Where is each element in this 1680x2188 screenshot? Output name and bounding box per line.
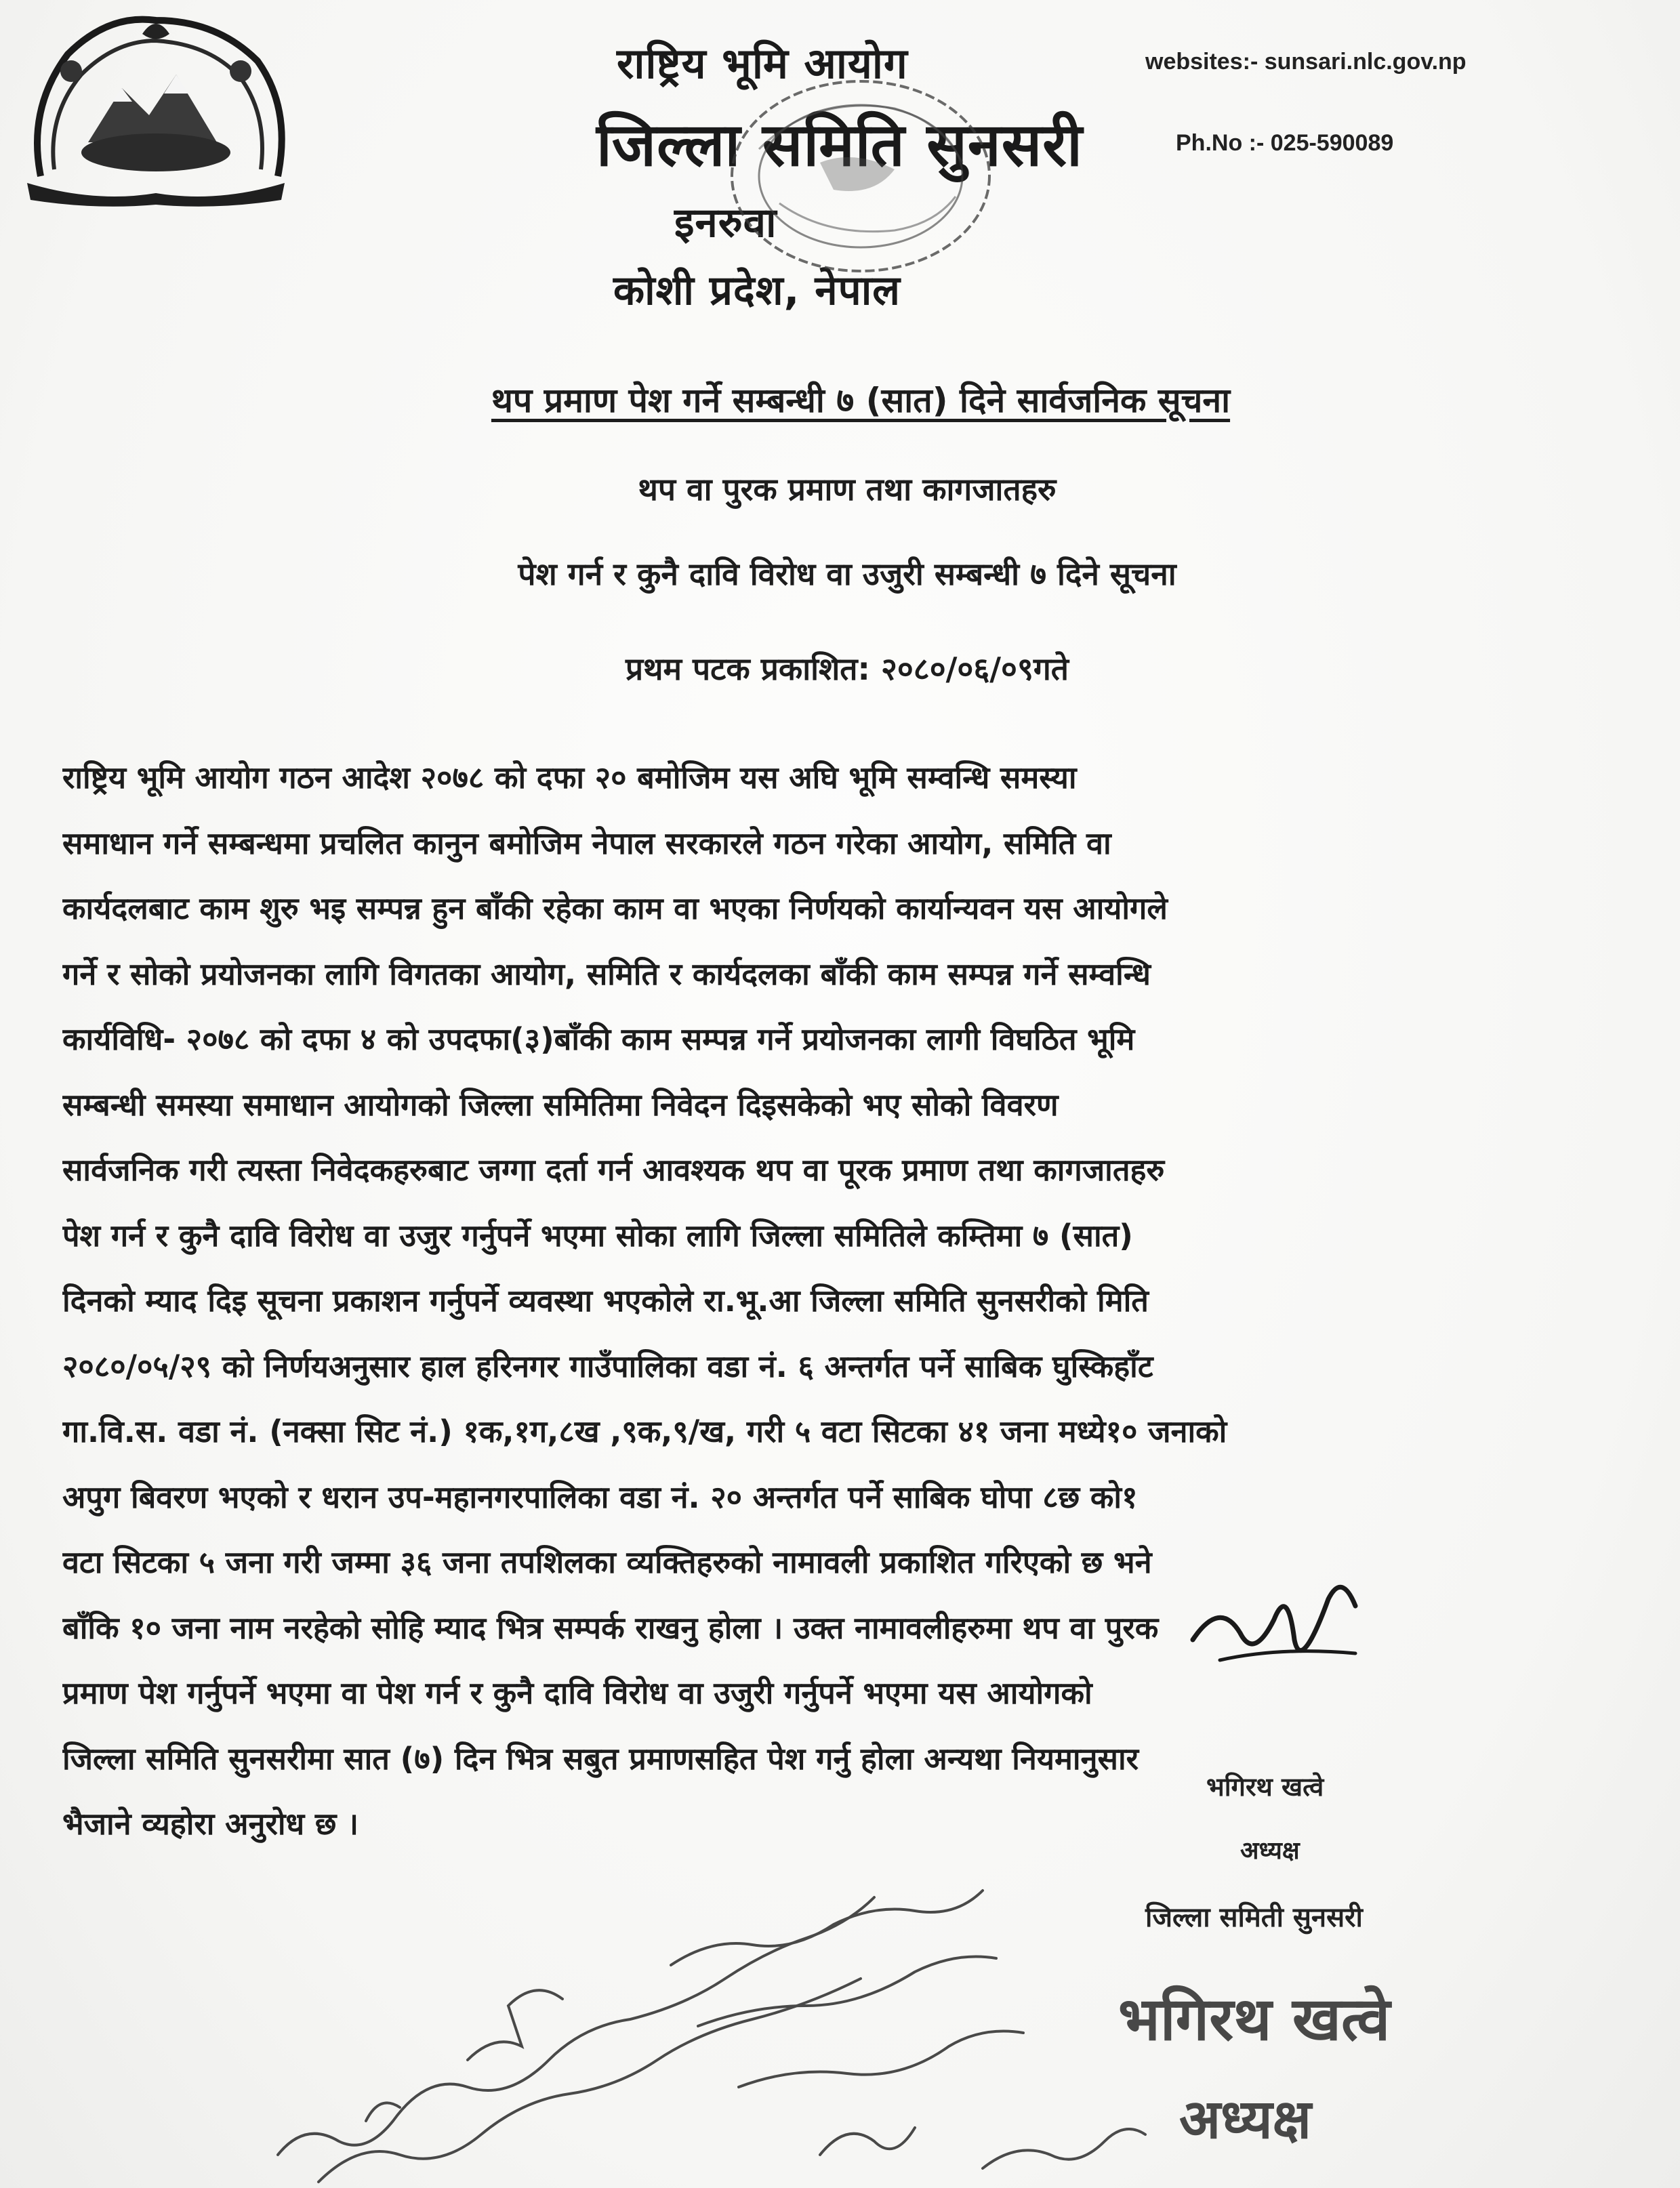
body-line: वटा सिटका ५ जना गरी जम्मा ३६ जना तपशिलका व्यक्तिहरुको नामावली प्रकाशित गरिएको छ भने bbox=[62, 1544, 1152, 1580]
body-line: राष्ट्रिय भूमि आयोग गठन आदेश २०७८ को दफा २० बमोजिम यस अघि भूमि सम्वन्धि समस्या bbox=[62, 760, 1077, 796]
body-line: सम्बन्धी समस्या समाधान आयोगको जिल्ला समितिमा निवेदन दिइसकेको भए सोको विवरण bbox=[62, 1086, 1059, 1123]
signatory-office: जिल्ला समिती सुनसरी bbox=[1145, 1902, 1363, 1933]
header-website: websites:- sunsari.nlc.gov.np bbox=[1145, 49, 1467, 75]
header-committee: जिल्ला समिति सुनसरी bbox=[596, 110, 1083, 180]
body-line: कार्यविधि- २०७८ को दफा ४ को उपदफा(३)बाँकी काम सम्पन्न गर्ने प्रयोजनका लागी विघठित भूमि bbox=[62, 1021, 1135, 1057]
body-line: कार्यदलबाट काम शुरु भइ सम्पन्न हुन बाँकी रहेका काम वा भएका निर्णयको कार्यान्यवन यस आयोगले bbox=[62, 890, 1168, 926]
header-province: कोशी प्रदेश, नेपाल bbox=[613, 267, 901, 314]
body-line: पेश गर्न र कुनै दावि विरोध वा उजुर गर्नुपर्ने भएमा सोका लागि जिल्ला समितिले कम्तिमा ७ (सात) bbox=[62, 1217, 1133, 1254]
body-line: सार्वजनिक गरी त्यस्ता निवेदकहरुबाट जग्गा दर्ता गर्न आवश्यक थप वा पूरक प्रमाण तथा कागजातहरु bbox=[62, 1152, 1165, 1188]
signatory-title: अध्यक्ष bbox=[1240, 1837, 1300, 1865]
nepal-emblem-icon bbox=[14, 7, 298, 210]
header-place: इनरुवा bbox=[674, 199, 777, 247]
notice-title: थप प्रमाण पेश गर्ने सम्बन्धी ७ (सात) दिने सार्वजनिक सूचना bbox=[491, 381, 1231, 420]
body-line: प्रमाण पेश गर्नुपर्ने भएमा वा पेश गर्न र कुनै दावि विरोध वा उजुरी गर्नुपर्ने भएमा यस आयोगको bbox=[62, 1675, 1092, 1711]
notice-publish-date: प्रथम पटक प्रकाशित: २०८०/०६/०९गते bbox=[625, 651, 1069, 687]
body-line: गा.वि.स. वडा नं. (नक्सा सिट नं.) १क,१ग,८ख ,९क,९/ख, गरी ५ वटा सिटका ४१ जना मध्ये१० जनाको bbox=[62, 1413, 1227, 1449]
body-line: जिल्ला समिति सुनसरीमा सात (७) दिन भित्र सबुत प्रमाणसहित पेश गर्नु होला अन्यथा नियमानुसार bbox=[62, 1740, 1139, 1777]
header-phone: Ph.No :- 025-590089 bbox=[1176, 130, 1394, 156]
name-stamp bbox=[1105, 1965, 1484, 2182]
body-line: २०८०/०५/२९ को निर्णयअनुसार हाल हरिनगर गाउँपालिका वडा नं. ६ अन्तर्गत पर्ने साबिक घुस्किहाँट bbox=[62, 1348, 1153, 1384]
body-line: दिनको म्याद दिइ सूचना प्रकाशन गर्नुपर्ने व्यवस्था भएकोले रा.भू.आ जिल्ला समिति सुनसरीको मिति bbox=[62, 1283, 1149, 1319]
body-line: बाँकि १० जना नाम नरहेको सोहि म्याद भित्र सम्पर्क राखनु होला । उक्त नामावलीहरुमा थप वा पुरक bbox=[62, 1609, 1159, 1646]
header-commission: राष्ट्रिय भूमि आयोग bbox=[617, 39, 908, 88]
body-line: अपुग बिवरण भएको र धरान उप-महानगरपालिका वडा नं. २० अन्तर्गत पर्ने साबिक घोपा ८छ को१ bbox=[62, 1479, 1138, 1515]
signature-icon bbox=[1179, 1559, 1382, 1694]
body-line: भैजाने व्यहोरा अनुरोध छ । bbox=[62, 1806, 359, 1842]
body-line: समाधान गर्ने सम्बन्धमा प्रचलित कानुन बमोजिम नेपाल सरकारले गठन गरेका आयोग, समिति वा bbox=[62, 825, 1111, 861]
handwritten-annotation bbox=[264, 1802, 1159, 2188]
office-stamp bbox=[718, 68, 1003, 285]
stamp-title-text: अध्यक्ष bbox=[1179, 2088, 1311, 2151]
notice-subtitle-1: थप वा पुरक प्रमाण तथा कागजातहरु bbox=[638, 471, 1057, 508]
signatory-name: भगिरथ खत्वे bbox=[1206, 1772, 1324, 1802]
stamp-name-text: भगिरथ खत्वे bbox=[1118, 1984, 1391, 2054]
notice-subtitle-2: पेश गर्न र कुनै दावि विरोध वा उजुरी सम्बन्धी ७ दिने सूचना bbox=[518, 556, 1176, 592]
body-line: गर्ने र सोको प्रयोजनका लागि विगतका आयोग, समिति र कार्यदलका बाँकी काम सम्पन्न गर्ने सम्वन्धि bbox=[62, 955, 1151, 992]
